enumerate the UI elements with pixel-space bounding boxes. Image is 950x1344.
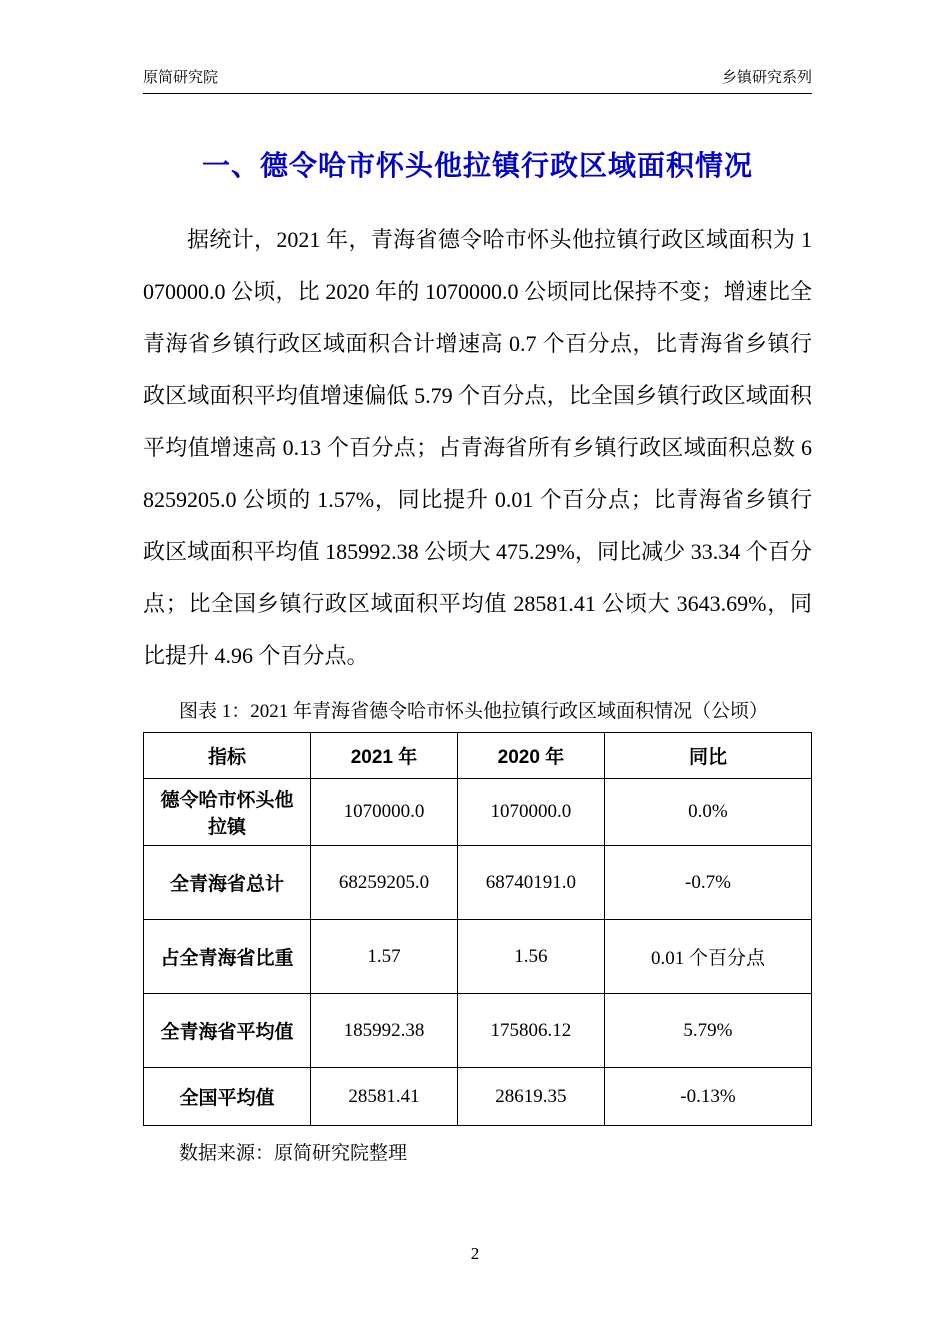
column-header-indicator: 指标 (144, 733, 311, 779)
value-cell: 1.56 (457, 920, 604, 994)
row-label-cell: 占全青海省比重 (144, 920, 311, 994)
header-right-text: 乡镇研究系列 (721, 69, 812, 86)
value-cell: 185992.38 (311, 994, 458, 1068)
page-number: 2 (470, 1244, 480, 1263)
column-header-yoy: 同比 (604, 733, 811, 779)
row-label-cell: 德令哈市怀头他拉镇 (144, 779, 311, 846)
value-cell: 175806.12 (457, 994, 604, 1068)
value-cell: 28619.35 (457, 1068, 604, 1126)
column-header-2021: 2021 年 (311, 733, 458, 779)
row-label-cell: 全国平均值 (144, 1068, 311, 1126)
table-row (144, 920, 812, 994)
table-body (144, 779, 812, 1126)
row-label-cell: 全青海省平均值 (144, 994, 311, 1068)
header-left-text: 原简研究院 (143, 69, 219, 86)
value-cell: 0.0% (604, 779, 811, 846)
table-header-row (144, 733, 812, 779)
value-cell: 68740191.0 (457, 846, 604, 920)
value-cell: -0.13% (604, 1068, 811, 1126)
value-cell: 1070000.0 (311, 779, 458, 846)
data-source-note: 数据来源：原简研究院整理 (179, 1143, 408, 1164)
page-header (143, 0, 812, 94)
table-row (144, 846, 812, 920)
data-table (143, 732, 812, 1126)
value-cell: -0.7% (604, 846, 811, 920)
table-row (144, 994, 812, 1068)
table-row (144, 779, 812, 846)
body-paragraph: 据统计，2021 年，青海省德令哈市怀头他拉镇行政区域面积为 1070000.0 公顷，比 2020 年的 1070000.0 公顷同比保持不变；增速比全青海省乡镇行政区域面积合计增速高 0.7 个百分点，比青海省乡镇行政区域面积平均值增速偏低 5.79 个百分点，比全国乡镇行政区域面积平均值增速高 0.13 个百分点；占青海省所有乡镇行政区域面积总数 68259205.0 公顷的 1.57%，同比提升 0.01 个百分点；比青海省乡镇行政区域面积平均值 185992.38 公顷大 475.29%，同比减少 33.34 个百分点；比全国乡镇行政区域面积平均值 28581.41 公顷大 3643.69%，同比提升 4.96 个百分点。 (143, 227, 812, 668)
value-cell: 1070000.0 (457, 779, 604, 846)
table-row (144, 1068, 812, 1126)
row-label-cell: 全青海省总计 (144, 846, 311, 920)
section-title: 一、德令哈市怀头他拉镇行政区域面积情况 (201, 151, 753, 182)
value-cell: 68259205.0 (311, 846, 458, 920)
value-cell: 1.57 (311, 920, 458, 994)
table-caption: 图表 1：2021 年青海省德令哈市怀头他拉镇行政区域面积情况（公顷） (179, 701, 769, 722)
value-cell: 0.01 个百分点 (604, 920, 811, 994)
value-cell: 5.79% (604, 994, 811, 1068)
value-cell: 28581.41 (311, 1068, 458, 1126)
column-header-2020: 2020 年 (457, 733, 604, 779)
